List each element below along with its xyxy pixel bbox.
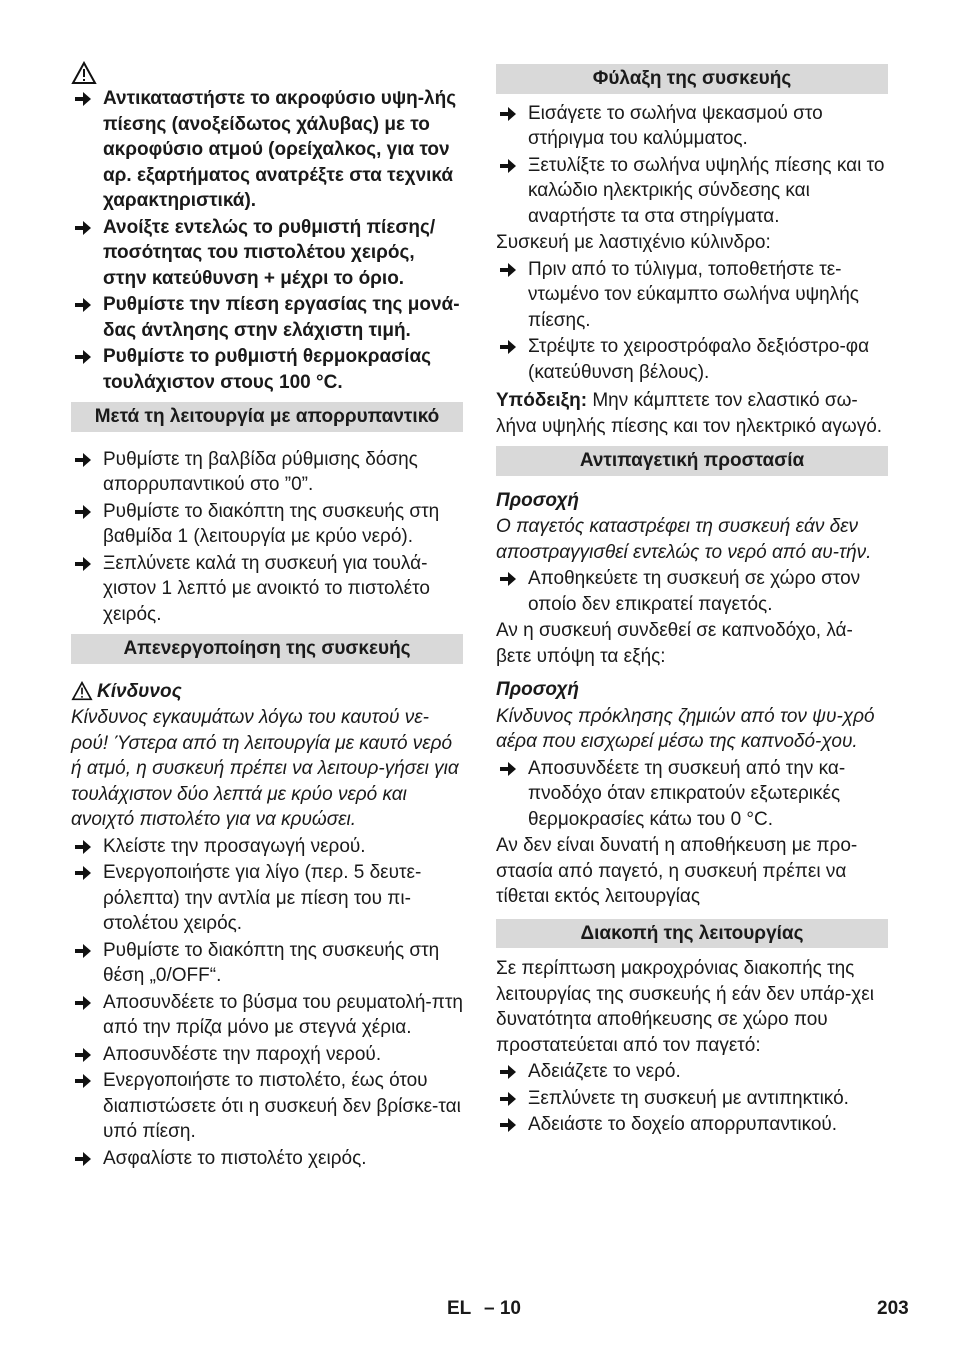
list-item [71,447,463,498]
arrow-right-icon [75,996,91,1010]
list-item [496,257,888,334]
danger-label: Κίνδυνος [97,680,182,702]
note-text: Μην κάμπτετε τον ελαστικό σω-λήνα υψηλής πίεσης και τον ηλεκτρικό αγωγό. [496,390,883,437]
arrow-right-icon [500,762,516,776]
arrow-right-icon [75,505,91,519]
list-item [71,1068,463,1145]
caution1-text: Ο παγετός καταστρέφει τη συσκευή εάν δεν αποστραγγισθεί εντελώς το νερό από αυ-τήν. [496,516,872,563]
arrow-right-icon [75,453,91,467]
roller-text: Συσκευή με λαστιχένιο κύλινδρο: [496,232,771,253]
list-item [496,1059,888,1085]
list-item-text: Ενεργοποιήστε για λίγο (περ. 5 δευτε-ρόλεπτα) την αντλία με πίεση του πι-στολέτου χειρός. [103,862,422,934]
caution2-text: Κίνδυνος πρόκλησης ζημιών από τον ψυ-χρό αέρα που εισχωρεί μέσω της καπνοδό-χου. [496,705,875,752]
list-item [71,990,463,1041]
arrow-right-icon [75,557,91,571]
warning-icon-top [71,60,463,86]
list-item-text: Πριν από το τύλιγμα, τοποθετήστε τε-ντωμένο τον εύκαμπτο σωλήνα υψηλής πίεσης. [528,258,859,331]
list-item [71,344,463,395]
footer-lang: EL [447,1298,472,1319]
arrow-right-icon [500,1065,516,1079]
arrow-right-icon [75,298,91,312]
danger-text: Κίνδυνος εγκαυμάτων λόγω του καυτού νε-ρού! Ύστερα από τη λειτουργία με καυτό νερό ή ατμό, η συσκευή πρέπει να λειτουρ-γήσει για τουλάχιστον δύο λεπτά με κρύο νερό και ανοιχτό πιστολέτο για να κρυώσει. [71,707,459,830]
list-item [496,756,888,833]
list-item-text: Ξεπλύνετε καλά τη συσκευή για τουλά-χιστον 1 λεπτό με ανοικτό το πιστολέτο χειρός. [103,552,430,625]
arrow-right-icon [500,572,516,586]
steps-frost [496,566,888,617]
arrow-right-icon [75,840,91,854]
list-item [496,1112,888,1138]
heading-after-detergent: Μετά τη λειτουργία με απορρυπαντικό [71,402,463,432]
list-item-text: Στρέψτε το χειροστρόφαλο δεξιόστρο-φα (κατεύθυνση βέλους). [528,336,870,383]
list-item [71,1042,463,1068]
list-item-text: Αντικαταστήστε το ακροφύσιο υψη-λής πίεσης (ανοξείδωτος χάλυβας) με το ακροφύσιο ατμού (ορείχαλκος, για τον αρ. εξαρτήματος ανατρέξτε στα τεχνικά χαρακτηριστικά). [103,88,457,211]
arrow-right-icon [500,107,516,121]
list-item-text: Ρυθμίστε το διακόπτη της συσκευής στη βαθμίδα 1 (λειτουργία με κρύο νερό). [103,500,440,547]
heading-interruption: Διακοπή της λειτουργίας [496,919,888,949]
list-item-text: Αδειάζετε το νερό. [528,1061,681,1082]
steps-a [71,86,463,395]
arrow-right-icon [75,944,91,958]
list-item-text: Αποθηκεύετε τη συσκευή σε χώρο στον οποίο δεν επικρατεί παγετός. [528,568,861,615]
arrow-right-icon [75,92,91,106]
list-item-text: Ανοίξτε εντελώς το ρυθμιστή πίεσης/ποσότητας του πιστολέτου χειρός, στην κατεύθυνση + μέχρι το όριο. [103,216,436,289]
page-number: 203 [877,1298,909,1319]
caution1-title: Προσοχή [496,489,580,511]
chimney-text: Αν η συσκευή συνδεθεί σε καπνοδόχο, λά-βετε υπόψη τα εξής: [496,620,853,667]
arrow-right-icon [500,159,516,173]
arrow-right-icon [500,340,516,354]
steps-c [71,834,463,1172]
steps-chimney [496,756,888,833]
left-column [71,60,463,1172]
list-item [71,86,463,214]
frost-text: Αν δεν είναι δυνατή η αποθήκευση με προ-στασία από παγετό, η συσκευή πρέπει να τίθεται εκτός λειτουργίας [496,835,858,907]
steps-b [71,447,463,628]
caution2-title: Προσοχή [496,679,580,700]
danger-title [71,679,463,705]
list-item [496,1086,888,1112]
list-item-text: Ξετυλίξτε το σωλήνα υψηλής πίεσης και το καλώδιο ηλεκτρικής σύνδεσης και αναρτήστε τα στα στηρίγματα. [528,154,885,227]
list-item-text: Αδειάστε το δοχείο απορρυπαντικού. [528,1114,838,1135]
list-item-text: Αποσυνδέστε την παροχή νερού. [103,1043,382,1065]
list-item [71,1146,463,1172]
right-column [496,64,888,1139]
list-item [496,566,888,617]
arrow-right-icon [75,221,91,235]
note [496,388,888,439]
list-item-text: Ρυθμίστε το ρυθμιστή θερμοκρασίας τουλάχιστον στους 100 °C. [103,346,432,393]
steps-interrupt [496,1059,888,1138]
list-item [71,215,463,292]
list-item-text: Εισάγετε το σωλήνα ψεκασμού στο στήριγμα του καλύμματος. [528,102,823,149]
arrow-right-icon [75,1048,91,1062]
list-item-text: Ρυθμίστε τη βαλβίδα ρύθμισης δόσης απορρυπαντικού στο ”0”. [103,448,418,495]
list-item-text: Αποσυνδέετε το βύσμα του ρευματολή-πτη από την πρίζα μόνο με στεγνά χέρια. [103,991,463,1038]
arrow-right-icon [75,1152,91,1166]
list-item [496,101,888,152]
interrupt-text: Σε περίπτωση μακροχρόνιας διακοπής της λειτουργίας της συσκευής ή εάν δεν υπάρ-χει δυνατότητα αποθήκευσης σε χώρο που προστατεύεται από τον παγετό: [496,958,874,1056]
arrow-right-icon [500,1118,516,1132]
note-label: Υπόδειξη: [496,390,588,411]
list-item-text: Ασφαλίστε το πιστολέτο χειρός. [103,1147,367,1169]
list-item [71,834,463,860]
warning-triangle-icon [71,681,93,701]
list-item-text: Ρυθμίστε την πίεση εργασίας της μονά-δας άντλησης στην ελάχιστη τιμή. [103,294,460,341]
steps-roller [496,257,888,386]
list-item [496,334,888,385]
list-item [496,153,888,230]
list-item [71,938,463,989]
warning-triangle-icon [71,61,97,85]
arrow-right-icon [75,1074,91,1088]
heading-shutdown: Απενεργοποίηση της συσκευής [71,634,463,664]
list-item [71,292,463,343]
heading-storage: Φύλαξη της συσκευής [496,64,888,94]
list-item-text: Ξεπλύνετε τη συσκευή με αντιπηκτικό. [528,1087,849,1109]
list-item [71,499,463,550]
arrow-right-icon [75,866,91,880]
list-item-text: Αποσυνδέετε τη συσκευή από την κα-πνοδόχο όταν επικρατούν εξωτερικές θερμοκρασίες κάτω του 0 °C. [528,757,846,830]
footer-local-page: – 10 [484,1298,521,1319]
steps-storage [496,101,888,230]
list-item-text: Ρυθμίστε το διακόπτη της συσκευής στη θέση „0/OFF“. [103,939,440,986]
list-item-text: Κλείστε την προσαγωγή νερού. [103,835,366,857]
heading-frost: Αντιπαγετική προστασία [496,446,888,476]
list-item [71,860,463,937]
arrow-right-icon [75,350,91,364]
arrow-right-icon [500,1092,516,1106]
list-item-text: Ενεργοποιήστε το πιστολέτο, έως ότου διαπιστώσετε ότι η συσκευή δεν βρίσκε-ται υπό πίεση. [103,1070,461,1142]
arrow-right-icon [500,263,516,277]
list-item [71,551,463,628]
